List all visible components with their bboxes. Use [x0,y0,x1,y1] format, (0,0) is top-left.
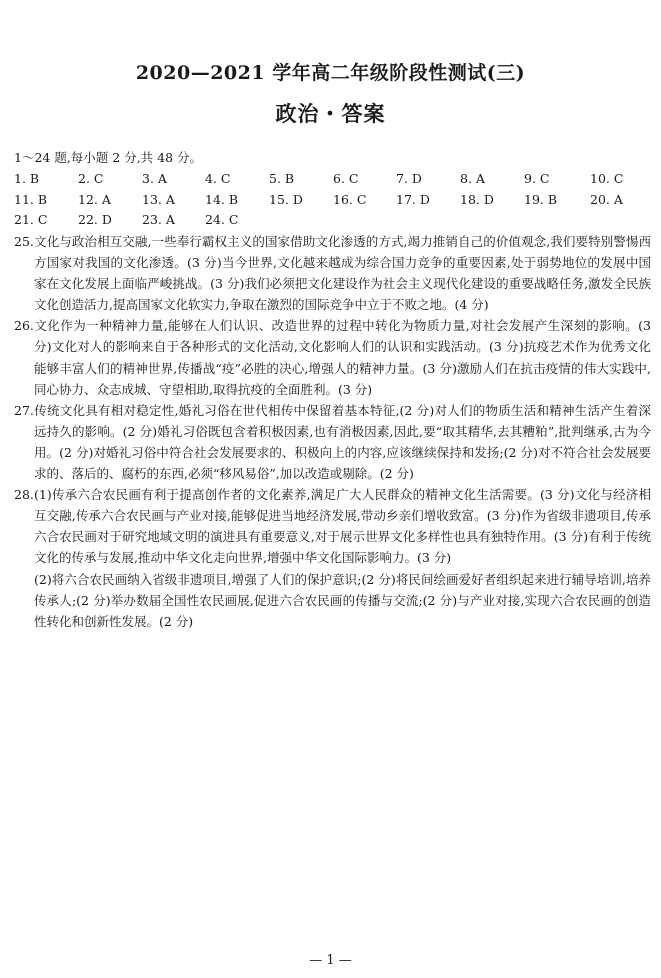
mc-row-2 [14,190,654,211]
mc-answer: 19. B [524,191,558,207]
mc-answer: 14. B [205,191,239,207]
mc-answer: 17. D [396,191,430,207]
answer-text: (1)传承六合农民画有利于提高创作者的文化素养,满足广大人民群众的精神文化生活需要。(3 分)文化与经济相互交融,传承六合农民画与产业对接,能够促进当地经济发展,带动乡亲们增收致富。(3 分)作为省级非遗项目,传承六合农民画对于研究地域文明的演进具有重要意义,对于展示世界文化多样性也具有独特作用。(3 分)有利于传统文化的传承与发展,推动中华文化走向世界,增强中华文化国际影响力。(3 分) [34,487,651,566]
mc-answer: 1. B [14,171,40,186]
answer-text: 传统文化具有相对稳定性,婚礼习俗在世代相传中保留着基本特征,(2 分)对人们的物质生活和精神生活产生着深远持久的影响。(2 分)婚礼习俗既包含着积极因素,也有消极因素,因此,要“取其精华,去其糟粕”,批判继承,古为今用。(2 分)对婚礼习俗中符合社会发展要求的、积极向上的内容,应该继续保持和发扬;(2 分)对不符合社会发展要求的、落后的、腐朽的东西,必须“移风易俗”,加以改造或剔除。(2 分) [34,402,651,482]
answer-26 [14,315,651,399]
mc-answer: 16. C [333,191,367,207]
question-number: 28. [14,487,34,503]
mc-answer: 5. B [269,171,295,186]
mc-row-1 [14,169,654,190]
mc-answer: 22. D [78,212,112,227]
multiple-choice-grid [14,169,654,231]
mc-answer: 6. C [333,171,359,186]
answer-text: 文化作为一种精神力量,能够在人们认识、改造世界的过程中转化为物质力量,对社会发展产生深刻的影响。(3 分)文化对人的影响来自于各种形式的文化活动,文化影响人们的认识和实践活动。(3 分)抗疫艺术作为优秀文化能够丰富人们的精神世界,传播战“疫”必胜的决心,增强人的精神力量。(3 分)激励人们在抗击疫情的伟大实践中,同心协力、众志成城、守望相助,取得抗疫的全面胜利。(3 分) [34,318,651,397]
mc-row-3 [14,210,654,231]
mc-answer: 10. C [590,171,624,186]
document-subtitle: 政治・答案 [275,101,386,126]
mc-answer: 20. A [590,191,623,207]
mc-answer: 13. A [142,191,175,207]
mc-answer: 12. A [78,191,111,207]
question-number: 25. [14,234,34,249]
question-number: 26. [14,318,34,334]
mc-answer: 18. D [460,191,494,207]
mc-answer: 11. B [14,191,48,207]
answer-text: 文化与政治相互交融,一些奉行霸权主义的国家借助文化渗透的方式,竭力推销自己的价值观念,我们要特别警惕西方国家对我国的文化渗透。(3 分)当今世界,文化越来越成为综合国力竞争的重要因素,处于弱势地位的发展中国家在文化发展上面临严峻挑战。(3 分)我们必须把文化建设作为社会主义现代化建设的重要战略任务,激发全民族文化创造活力,提高国家文化软实力,争取在激烈的国际竞争中立于不败之地。(4 分) [34,234,651,313]
mc-answer: 8. A [460,171,485,186]
answer-25 [14,231,651,315]
mc-answer: 24. C [205,212,239,227]
mc-answer: 2. C [78,171,104,186]
answer-28-part-2: (2)将六合农民画纳入省级非遗项目,增强了人们的保护意识;(2 分)将民间绘画爱好者组织起来进行辅导培训,培养传承人;(2 分)举办数届全国性农民画展,促进六合农民画的传播与交流;(2 分)与产业对接,实现六合农民画的创造性转化和创新性发展。(2 分) [34,571,651,629]
multiple-choice-note: 1～24 题,每小题 2 分,共 48 分。 [14,150,203,165]
mc-answer: 23. A [142,212,175,227]
question-number: 27. [14,402,34,418]
mc-answer: 4. C [205,171,231,186]
mc-answer: 9. C [524,171,550,186]
answer-27 [14,400,651,484]
open-answers [14,231,651,632]
mc-answer: 21. C [14,212,48,227]
answer-28 [14,484,651,568]
document-title: 2020—2021 学年高二年级阶段性测试(三) [135,62,526,84]
mc-answer: 15. D [269,191,303,207]
mc-answer: 3. A [142,171,167,186]
mc-answer: 7. D [396,171,422,186]
page-number: — 1 — [309,953,352,968]
